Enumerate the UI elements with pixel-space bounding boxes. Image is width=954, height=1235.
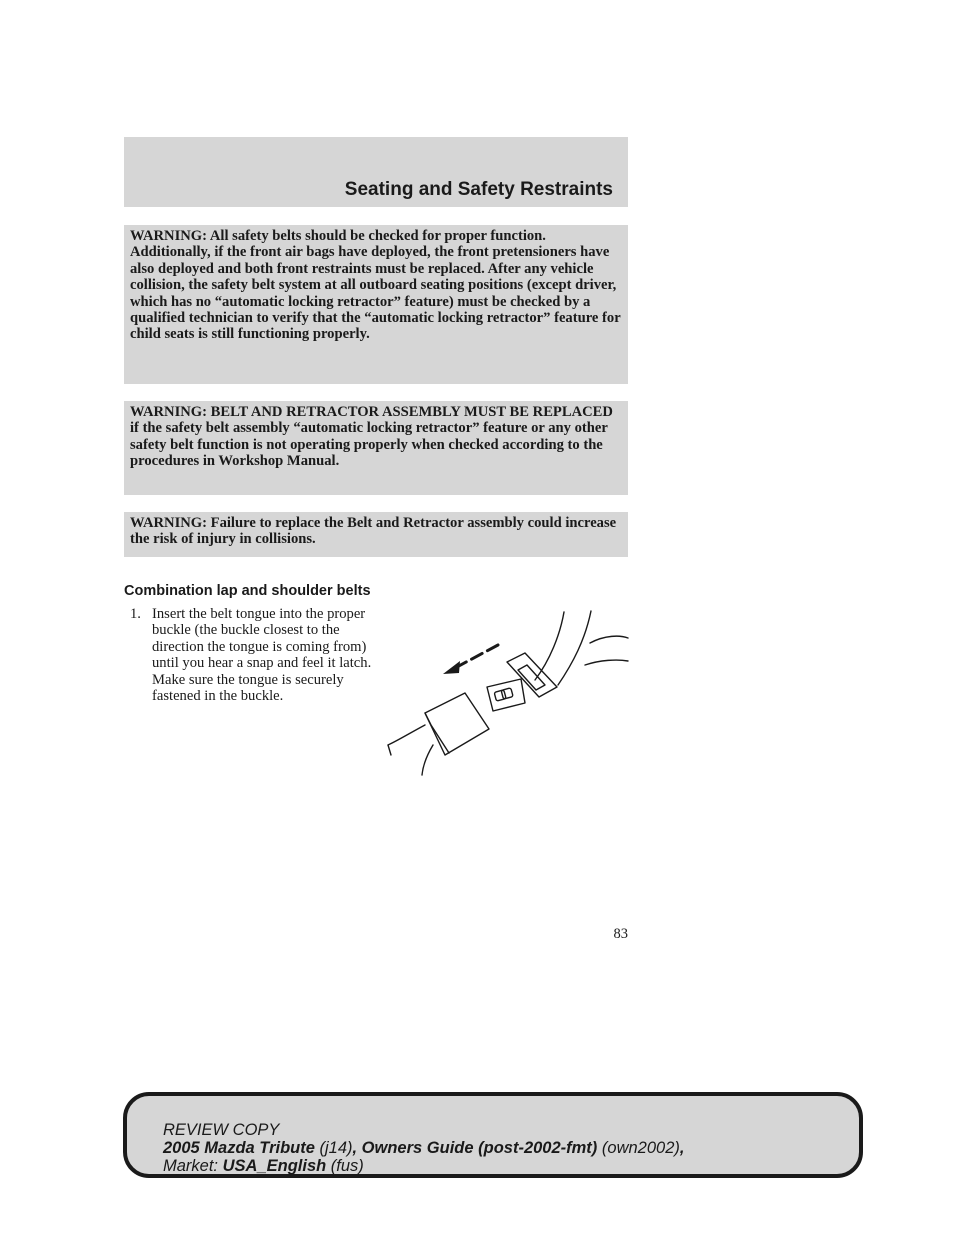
buckle-housing-edge: [425, 713, 449, 753]
warning-text: WARNING: Failure to replace the Belt and Retractor assembly could increase the risk of injury in collisions.: [130, 515, 617, 548]
buckle-cable: [590, 636, 628, 643]
footer-line-1: REVIEW COPY: [163, 1121, 280, 1139]
arrow-head: [443, 661, 460, 674]
page-number: 83: [613, 926, 628, 942]
latch-hole: [501, 688, 513, 699]
warning-box: [124, 512, 628, 557]
buckle-housing: [425, 693, 489, 755]
subheading: Combination lap and shoulder belts: [124, 583, 371, 599]
warning-box: [124, 225, 628, 384]
warning-text: WARNING: All safety belts should be checked for proper function. Additionally, if the front air bags have deployed, the front pretensioners have also deployed and both front restraints must be replaced. After any vehicle collision, the safety belt system at all outboard seating positions (except driver, which has no “automatic locking retractor” feature) must be checked by a qualified technician to verify that the “automatic locking retractor” feature for child seats is still functioning properly.: [130, 228, 621, 343]
lower-webbing: [422, 745, 433, 775]
tongue-plate: [507, 653, 557, 697]
warning-text: WARNING: BELT AND RETRACTOR ASSEMBLY MUST BE REPLACED if the safety belt assembly “automatic locking retractor” feature or any other safety belt function is not operating properly when checked according to the procedures in Workshop Manual.: [130, 404, 613, 470]
lower-webbing: [388, 725, 425, 745]
lower-webbing: [388, 745, 391, 755]
seatbelt-buckle-illustration: [385, 605, 630, 780]
belt-webbing: [535, 612, 564, 680]
warning-box: [124, 401, 628, 495]
buckle-cable: [585, 660, 628, 665]
footer-line-3: Market: USA_English (fus): [163, 1157, 364, 1175]
step-text: Insert the belt tongue into the proper buckle (the buckle closest to the direction the tongue is coming from) until you hear a snap and feel it latch. Make sure the tongue is securely fastened in the buckle.: [152, 606, 372, 705]
review-copy-footer: [123, 1092, 863, 1178]
latch-plate: [487, 679, 525, 711]
footer-line-2: 2005 Mazda Tribute (j14), Owners Guide (post-2002-fmt) (own2002),: [163, 1139, 685, 1157]
belt-webbing: [558, 611, 591, 685]
step-number: 1.: [130, 606, 141, 622]
section-header-band: [124, 137, 628, 207]
section-title: Seating and Safety Restraints: [344, 179, 613, 200]
insert-direction-arrow: [455, 645, 498, 668]
latch-hole: [494, 690, 506, 701]
